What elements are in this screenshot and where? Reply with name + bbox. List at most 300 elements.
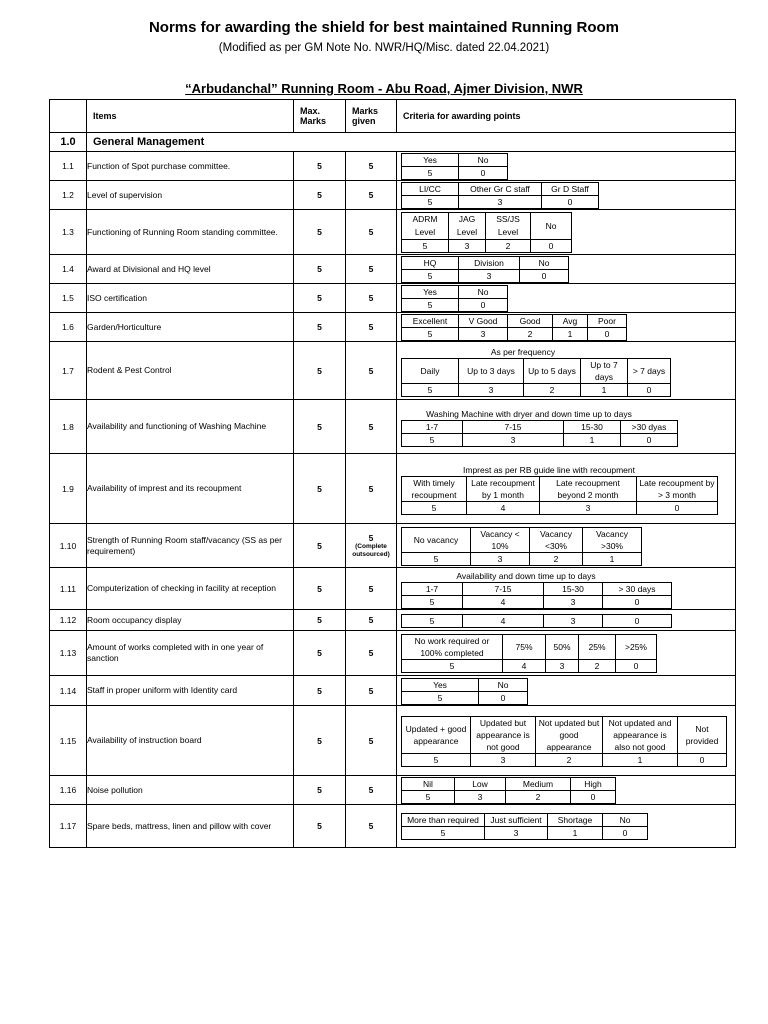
row-criteria [397,210,736,255]
criteria-value: 0 [520,270,569,283]
row-item: Noise pollution [87,776,294,805]
marks-given-value: 5 [368,190,374,200]
criteria-value: 5 [402,502,467,515]
marks-given-value: 5 [368,483,374,494]
row-marks-given [346,676,397,706]
criteria-label: Not updated and appearance is also not good [603,716,678,753]
criteria-value: 5 [402,384,459,397]
criteria-label: Updated + good appearance [402,716,471,753]
criteria-row [50,313,736,342]
page-title: Norms for awarding the shield for best maintained Running Room [148,19,620,36]
criteria-label: No [459,286,508,299]
row-marks-given [346,776,397,805]
criteria-label-row [402,183,599,196]
criteria-label: JAG Level [449,213,486,240]
criteria-value: 5 [402,596,463,609]
criteria-label-row [402,678,528,691]
criteria-label: More than required [402,814,485,827]
criteria-box [397,570,735,609]
row-marks-given [346,631,397,676]
criteria-value-row [402,328,627,341]
row-item: Amount of works completed with in one year of sanction [87,631,294,676]
criteria-label: Yes [402,154,459,167]
criteria-caption: Imprest as per RB guide line with recoupment [463,465,635,475]
row-criteria [397,181,736,210]
criteria-caption: Availability and down time up to days [456,571,596,581]
criteria-box [397,777,735,804]
marks-given-value: 5 [368,583,374,594]
criteria-row [50,454,736,524]
criteria-grid [401,614,672,628]
criteria-value: 3 [459,196,542,209]
row-criteria [397,610,736,631]
criteria-label-row [402,477,718,502]
criteria-label: 1-7 [402,421,463,434]
criteria-box [397,153,735,180]
criteria-label: Low [455,778,506,791]
row-number: 1.8 [50,400,87,454]
row-criteria [397,400,736,454]
criteria-label: Up to 5 days [524,359,581,384]
norms-table [49,99,736,848]
criteria-label: High [571,778,616,791]
row-criteria [397,568,736,610]
criteria-box [397,256,735,283]
criteria-value: 2 [536,753,603,766]
criteria-label: > 7 days [628,359,671,384]
criteria-value: 1 [581,384,628,397]
station-heading: “Arbudanchal” Running Room - Abu Road, Ajmer Division, NWR [185,81,583,96]
criteria-value: 3 [540,502,637,515]
criteria-value-row [402,167,508,180]
header-items: Items [87,100,294,133]
marks-given-value: 5 [368,264,374,274]
criteria-value: 1 [548,827,603,840]
row-item: Room occupancy display [87,610,294,631]
criteria-box [397,678,735,705]
criteria-grid [401,256,569,283]
criteria-value: 3 [471,753,536,766]
criteria-label: Late recoupment beyond 2 month [540,477,637,502]
criteria-value: 5 [402,691,479,704]
criteria-value: 3 [463,434,564,447]
row-number: 1.15 [50,706,87,776]
criteria-value-row [402,660,657,673]
criteria-value: 4 [467,502,540,515]
criteria-label: >25% [616,635,657,660]
row-item: Rodent & Pest Control [87,342,294,400]
criteria-grid [401,527,642,566]
criteria-row [50,568,736,610]
row-item: Function of Spot purchase committee. [87,152,294,181]
criteria-label-row [402,286,508,299]
criteria-label: Updated but appearance is not good [471,716,536,753]
criteria-value: 0 [603,614,672,627]
criteria-box [397,346,735,397]
criteria-label: Other Gr C staff [459,183,542,196]
header-criteria: Criteria for awarding points [397,100,736,133]
criteria-label: Vacancy >30% [583,527,642,552]
row-item: Garden/Horticulture [87,313,294,342]
marks-given-value: 5 [368,648,374,658]
criteria-label: >30 dyas [621,421,678,434]
row-item: Spare beds, mattress, linen and pillow with cover [87,805,294,848]
criteria-label: 15-30 [564,421,621,434]
criteria-value: 3 [485,827,548,840]
criteria-grid [401,716,727,767]
criteria-label: ADRM Level [402,213,449,240]
row-marks-given [346,706,397,776]
criteria-label: Daily [402,359,459,384]
marks-given-value: 5 [368,532,374,543]
criteria-value: 2 [579,660,616,673]
criteria-label: Avg [553,315,588,328]
row-max-marks: 5 [294,568,346,610]
criteria-label-row [402,527,642,552]
criteria-label: No work required or 100% completed [402,635,503,660]
criteria-box [397,813,735,840]
row-criteria [397,152,736,181]
row-number: 1.2 [50,181,87,210]
criteria-label: Late recoupment by > 3 month [637,477,718,502]
row-max-marks: 5 [294,255,346,284]
row-criteria [397,524,736,568]
criteria-value: 0 [637,502,718,515]
row-criteria [397,284,736,313]
criteria-label: Vacancy < 10% [471,527,530,552]
criteria-value: 5 [402,791,455,804]
criteria-value-row [402,614,672,627]
marks-given-value: 5 [368,785,374,795]
criteria-value: 0 [678,753,727,766]
criteria-row [50,524,736,568]
criteria-row [50,610,736,631]
criteria-label-row [402,359,671,384]
row-max-marks: 5 [294,524,346,568]
row-criteria [397,706,736,776]
criteria-label: Up to 3 days [459,359,524,384]
criteria-row [50,342,736,400]
criteria-value: 5 [402,753,471,766]
row-number: 1.6 [50,313,87,342]
marks-given-value: 5 [368,735,374,746]
row-item: Computerization of checking in facility at reception [87,568,294,610]
criteria-value-row [402,434,678,447]
criteria-grid [401,634,657,673]
criteria-label-row [402,635,657,660]
criteria-value: 0 [628,384,671,397]
row-marks-given [346,342,397,400]
criteria-label: Nil [402,778,455,791]
criteria-label: 25% [579,635,616,660]
criteria-label: No [479,678,528,691]
marks-given-value: 5 [368,293,374,303]
criteria-box [397,716,735,767]
criteria-row [50,706,736,776]
criteria-value: 2 [506,791,571,804]
row-marks-given [346,805,397,848]
criteria-grid [401,358,671,397]
row-marks-given [346,524,397,568]
criteria-value: 5 [402,827,485,840]
row-item: Strength of Running Room staff/vacancy (SS as per requirement) [87,524,294,568]
row-marks-given [346,313,397,342]
criteria-row [50,284,736,313]
marks-given-value: 5 [368,421,374,432]
criteria-caption: As per frequency [490,347,556,357]
header-max-marks: Max. Marks [294,100,346,133]
criteria-value-row [402,299,508,312]
section-number: 1.0 [50,133,87,152]
criteria-value: 3 [455,791,506,804]
row-number: 1.14 [50,676,87,706]
row-item: ISO certification [87,284,294,313]
criteria-box [397,527,735,566]
criteria-caption: Washing Machine with dryer and down time up to days [426,409,632,419]
criteria-box [397,408,735,447]
criteria-label: Good [508,315,553,328]
marks-given-value: 5 [368,161,374,171]
row-number: 1.10 [50,524,87,568]
criteria-row [50,676,736,706]
row-item: Availability of imprest and its recoupment [87,454,294,524]
row-number: 1.5 [50,284,87,313]
criteria-grid [401,285,508,312]
row-number: 1.1 [50,152,87,181]
criteria-value: 3 [471,552,530,565]
criteria-box [397,212,735,253]
row-max-marks: 5 [294,181,346,210]
row-number: 1.12 [50,610,87,631]
criteria-row [50,181,736,210]
criteria-label: Yes [402,286,459,299]
row-number: 1.13 [50,631,87,676]
criteria-grid [401,153,508,180]
marks-given-value: 5 [368,365,374,376]
row-max-marks: 5 [294,152,346,181]
criteria-label: No [459,154,508,167]
criteria-label-row [402,778,616,791]
criteria-value-row [402,384,671,397]
row-max-marks: 5 [294,610,346,631]
row-criteria [397,342,736,400]
criteria-grid [401,582,672,609]
row-item: Availability of instruction board [87,706,294,776]
table-body [50,152,736,848]
row-criteria [397,805,736,848]
criteria-row [50,631,736,676]
criteria-value-row [402,753,727,766]
marks-given-note: (Complete outsourced) [352,542,390,558]
criteria-grid [401,476,718,515]
section-title: General Management [87,133,736,152]
row-number: 1.7 [50,342,87,400]
criteria-value: 0 [531,240,572,253]
row-number: 1.3 [50,210,87,255]
row-max-marks: 5 [294,284,346,313]
criteria-value: 0 [479,691,528,704]
criteria-value-row [402,827,648,840]
row-marks-given [346,255,397,284]
criteria-row [50,805,736,848]
criteria-label-row [402,814,648,827]
criteria-label-row [402,154,508,167]
criteria-value: 0 [616,660,657,673]
criteria-label: 75% [503,635,546,660]
criteria-value: 3 [449,240,486,253]
criteria-label: Excellent [402,315,459,328]
row-max-marks: 5 [294,313,346,342]
criteria-value: 1 [603,753,678,766]
section-row [50,133,736,152]
row-max-marks: 5 [294,342,346,400]
row-number: 1.9 [50,454,87,524]
criteria-value: 3 [544,614,603,627]
criteria-label-row [402,583,672,596]
criteria-value: 5 [402,240,449,253]
criteria-label: Late recoupment by 1 month [467,477,540,502]
criteria-grid [401,314,627,341]
row-max-marks: 5 [294,706,346,776]
criteria-row [50,776,736,805]
criteria-value: 3 [459,328,508,341]
criteria-box [397,634,735,673]
row-criteria [397,313,736,342]
criteria-box [397,182,735,209]
criteria-value: 5 [402,167,459,180]
marks-given-value: 5 [368,615,374,625]
criteria-value: 0 [459,299,508,312]
criteria-grid [401,678,528,705]
marks-given-value: 5 [368,685,374,696]
criteria-value: 0 [542,196,599,209]
criteria-label: SS/JS Level [486,213,531,240]
row-max-marks: 5 [294,776,346,805]
row-criteria [397,776,736,805]
criteria-value: 5 [402,552,471,565]
row-number: 1.16 [50,776,87,805]
criteria-label: V Good [459,315,508,328]
criteria-value: 1 [553,328,588,341]
criteria-value: 2 [524,384,581,397]
criteria-grid [401,212,572,253]
criteria-label: No [531,213,572,240]
header-marks-given: Marks given [346,100,397,133]
marks-given-value: 5 [368,821,374,831]
criteria-label-row [402,257,569,270]
row-marks-given [346,152,397,181]
criteria-grid [401,777,616,804]
criteria-value: 5 [402,328,459,341]
row-item: Functioning of Running Room standing committee. [87,210,294,255]
criteria-label: Gr D Staff [542,183,599,196]
page-subtitle: (Modified as per GM Note No. NWR/HQ/Misc. dated 22.04.2021) [218,42,550,54]
row-marks-given [346,210,397,255]
criteria-value: 5 [402,196,459,209]
row-max-marks: 5 [294,676,346,706]
criteria-value-row [402,240,572,253]
criteria-value: 0 [588,328,627,341]
criteria-value: 1 [583,552,642,565]
criteria-value: 3 [459,270,520,283]
criteria-label: Medium [506,778,571,791]
row-max-marks: 5 [294,631,346,676]
row-number: 1.17 [50,805,87,848]
criteria-value: 3 [459,384,524,397]
criteria-label: No vacancy [402,527,471,552]
criteria-label: 7-15 [463,421,564,434]
criteria-label-row [402,315,627,328]
criteria-value: 3 [544,596,603,609]
criteria-value-row [402,791,616,804]
criteria-label: LI/CC [402,183,459,196]
criteria-value-row [402,552,642,565]
criteria-value: 5 [402,270,459,283]
criteria-value: 4 [463,596,544,609]
criteria-value: 2 [530,552,583,565]
criteria-value: 0 [603,827,648,840]
row-item: Award at Divisional and HQ level [87,255,294,284]
criteria-label-row [402,213,572,240]
criteria-label: 7-15 [463,583,544,596]
row-max-marks: 5 [294,805,346,848]
criteria-label: Not updated but good appearance [536,716,603,753]
criteria-label: Division [459,257,520,270]
row-criteria [397,631,736,676]
row-marks-given [346,454,397,524]
criteria-value: 0 [571,791,616,804]
row-marks-given [346,400,397,454]
marks-given-value: 5 [368,227,374,237]
criteria-label: Vacancy <30% [530,527,583,552]
criteria-label: No [520,257,569,270]
criteria-label: Shortage [548,814,603,827]
criteria-value: 5 [402,299,459,312]
row-criteria [397,454,736,524]
row-criteria [397,676,736,706]
criteria-value-row [402,691,528,704]
row-marks-given [346,284,397,313]
criteria-value: 2 [508,328,553,341]
criteria-label: Not provided [678,716,727,753]
criteria-row [50,400,736,454]
row-item: Staff in proper uniform with Identity card [87,676,294,706]
criteria-value: 1 [564,434,621,447]
criteria-label: With timely recoupment [402,477,467,502]
row-marks-given [346,610,397,631]
criteria-label: HQ [402,257,459,270]
criteria-grid [401,420,678,447]
table-header-row [50,100,736,133]
row-marks-given [346,568,397,610]
criteria-label: Up to 7 days [581,359,628,384]
criteria-value: 4 [463,614,544,627]
criteria-label: 15-30 [544,583,603,596]
criteria-value: 5 [402,434,463,447]
criteria-label-row [402,421,678,434]
row-max-marks: 5 [294,400,346,454]
criteria-row [50,210,736,255]
row-item: Availability and functioning of Washing Machine [87,400,294,454]
row-marks-given [346,181,397,210]
criteria-box [397,464,735,515]
criteria-label: > 30 days [603,583,672,596]
header-no [50,100,87,133]
criteria-grid [401,813,648,840]
criteria-value: 4 [503,660,546,673]
criteria-label: Yes [402,678,479,691]
row-number: 1.11 [50,568,87,610]
